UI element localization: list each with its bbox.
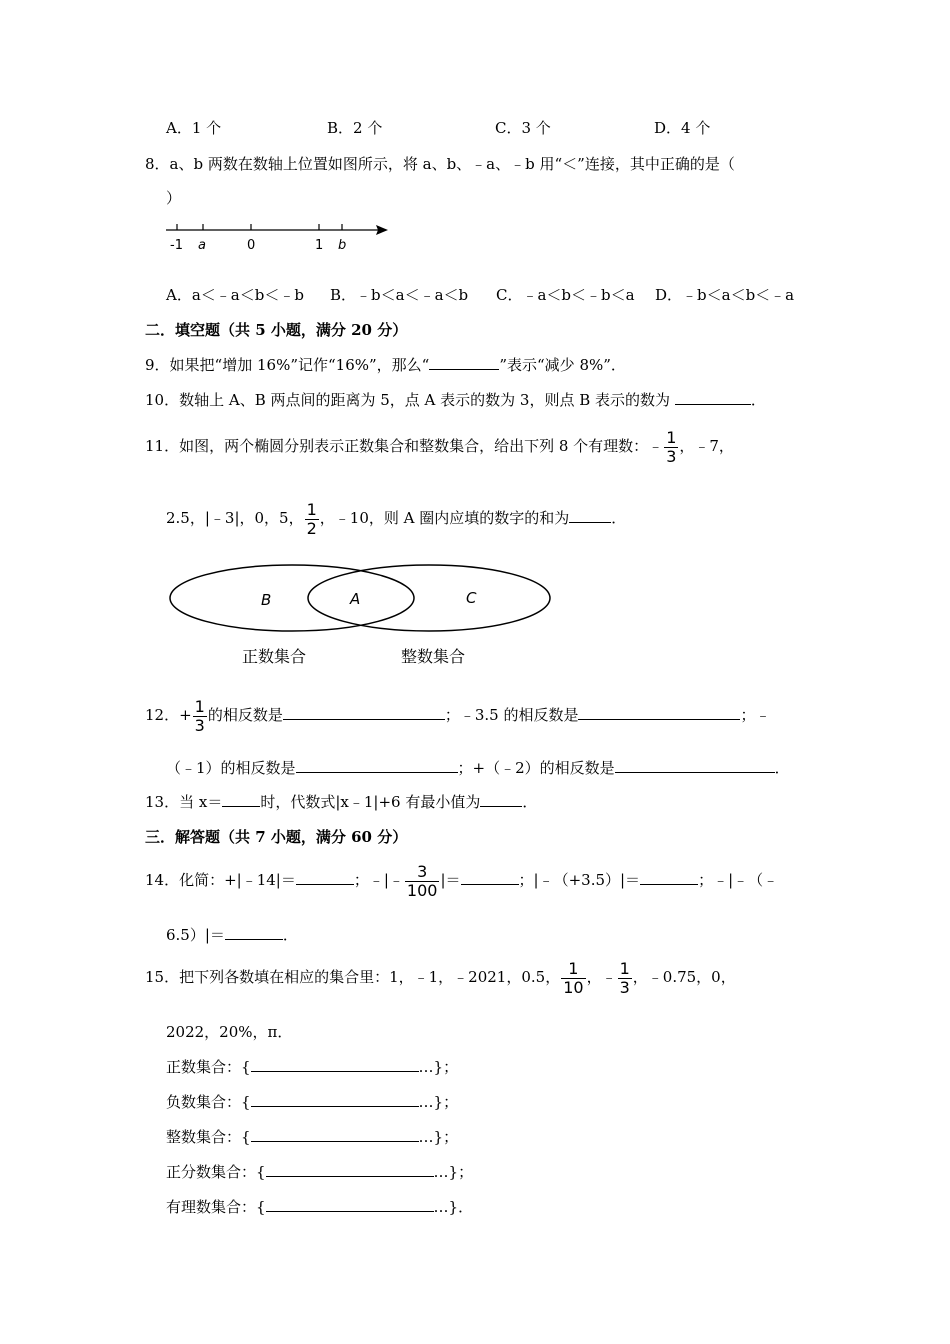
q14-blank-3[interactable] — [640, 870, 698, 885]
q11-fraction-one-third: $\frac{1}{3}$ — [666, 427, 677, 466]
q9-answer-blank[interactable] — [429, 355, 499, 370]
set-blank[interactable] — [266, 1162, 434, 1177]
axis-label-neg1: -1 — [170, 238, 183, 253]
q14-line2 — [166, 925, 298, 945]
q13-blank-1[interactable] — [222, 792, 260, 807]
q11-answer-blank[interactable] — [569, 508, 611, 523]
q10 — [145, 390, 766, 410]
set-blank[interactable] — [266, 1197, 434, 1212]
set-label: 正分数集合：{ — [166, 1163, 266, 1181]
q15-line1 — [145, 954, 736, 1000]
q8-stem: 8．a、b 两数在数轴上位置如图所示，将 a、b、﹣a、﹣b 用“＜”连接，其中正确的是（ — [145, 155, 735, 173]
set-row-rational — [166, 1197, 473, 1217]
q8-stem-end: ） — [166, 189, 182, 207]
set-blank[interactable] — [251, 1092, 419, 1107]
q7-option-b: B．2 个 — [327, 119, 383, 137]
q14-blank-2[interactable] — [461, 870, 519, 885]
axis-label-a: a — [198, 238, 206, 253]
q12-prefix: 12．+ — [145, 706, 192, 724]
section-title-answer: 三．解答题（共 7 小题，满分 60 分） — [145, 828, 408, 846]
q14-c: |＝ — [440, 871, 461, 889]
q11-text: 11．如图，两个椭圆分别表示正数集合和整数集合，给出下列 8 个有理数： — [145, 437, 649, 455]
set-row-integer — [166, 1127, 458, 1147]
q14-line2: 6.5）|＝ — [166, 926, 225, 944]
q12-line2 — [166, 758, 790, 778]
number-line — [160, 215, 395, 257]
q15-b: ，﹣ — [586, 968, 617, 986]
q15-a: 15．把下列各数填在相应的集合里：1，﹣1，﹣2021，0.5， — [145, 968, 561, 986]
set-blank[interactable] — [251, 1057, 419, 1072]
q7-option-d: D．4 个 — [654, 119, 711, 137]
q12-blank-1[interactable] — [283, 705, 445, 720]
q12-blank-2[interactable] — [578, 705, 740, 720]
q10-answer-blank[interactable] — [675, 390, 751, 405]
q11-line1 — [145, 423, 734, 469]
q14-line1 — [145, 857, 778, 903]
set-blank[interactable] — [251, 1127, 419, 1142]
q10-text: 10．数轴上 A、B 两点间的距离为 5，点 A 表示的数为 3，则点 B 表示的数为 — [145, 391, 671, 409]
q12-p1: 的相反数是 — [207, 706, 283, 724]
set-end: …}； — [418, 1058, 459, 1076]
section-title-fill-in: 二．填空题（共 5 小题，满分 20 分） — [145, 321, 408, 339]
q12-fraction-one-third: $\frac{1}{3}$ — [194, 696, 205, 735]
q14-a: 14．化简：+|﹣14|＝ — [145, 871, 296, 889]
set-end: …}； — [418, 1093, 459, 1111]
q7-option-a: A．1 个 — [166, 119, 222, 137]
q13-blank-2[interactable] — [480, 792, 522, 807]
set-label: 正数集合：{ — [166, 1058, 251, 1076]
q7-option-c: C．3 个 — [495, 119, 551, 137]
venn-region-b: B — [261, 591, 272, 609]
q13-a: 13．当 x＝ — [145, 793, 223, 811]
q11-neg: ﹣ — [648, 437, 664, 455]
q11-line2b: ，﹣10，则 A 圈内应填的数字的和为 — [319, 509, 570, 527]
q14-d: ；|﹣（+3.5）|＝ — [518, 871, 641, 889]
q11-end: ． — [611, 509, 627, 527]
set-row-positive — [166, 1057, 458, 1077]
q8-option-b: B．﹣b＜a＜﹣a＜b — [330, 286, 469, 304]
set-end: …}； — [433, 1163, 474, 1181]
set-row-positive-fraction — [166, 1162, 473, 1182]
q12-p2: ；﹣3.5 的相反数是 — [444, 706, 579, 724]
q12-line2b: ；+（﹣2）的相反数是 — [457, 759, 615, 777]
axis-label-0: 0 — [247, 238, 256, 253]
label-integer-set: 整数集合 — [401, 647, 466, 666]
q12-blank-3[interactable] — [296, 758, 458, 773]
set-label: 负数集合：{ — [166, 1093, 251, 1111]
venn-region-c: C — [466, 589, 477, 607]
q11-line2 — [166, 495, 626, 541]
q11-after1: ，﹣7， — [679, 437, 734, 455]
q11-fraction-one-half: $\frac{1}{2}$ — [306, 499, 317, 538]
set-row-negative — [166, 1092, 458, 1112]
q15-fraction-1-3: $\frac{1}{3}$ — [619, 958, 630, 997]
q8-option-c: C．﹣a＜b＜﹣b＜a — [496, 286, 635, 304]
q8-option-a: A．a＜﹣a＜b＜﹣b — [166, 286, 304, 304]
q12-blank-4[interactable] — [615, 758, 775, 773]
set-label: 整数集合：{ — [166, 1128, 251, 1146]
integer-set-ellipse — [308, 565, 550, 631]
q12-line1 — [145, 692, 771, 738]
q14-fraction-3-100: $\frac{3}{100}$ — [406, 861, 438, 900]
q15-c: ，﹣0.75，0， — [632, 968, 736, 986]
q14-blank-1[interactable] — [296, 870, 354, 885]
q13 — [145, 792, 537, 812]
axis-label-1: 1 — [315, 238, 324, 253]
venn-diagram — [165, 560, 555, 672]
q14-blank-4[interactable] — [225, 925, 283, 940]
q11-line2a: 2.5，|﹣3|，0，5， — [166, 509, 304, 527]
q15-fraction-1-10: $\frac{1}{10}$ — [563, 958, 584, 997]
q15-line2: 2022，20%，π． — [166, 1023, 293, 1041]
q14-end: ． — [282, 926, 298, 944]
q13-end: ． — [522, 793, 538, 811]
q12-end: ． — [774, 759, 790, 777]
q12-line2a: （﹣1）的相反数是 — [166, 759, 296, 777]
label-positive-set: 正数集合 — [242, 647, 307, 666]
q12-p3: ；﹣ — [740, 706, 771, 724]
q14-b: ；﹣|﹣ — [353, 871, 404, 889]
q9-text-pre: 9．如果把“增加 16%”记作“16%”，那么“ — [145, 356, 430, 374]
set-end: …}； — [418, 1128, 459, 1146]
q9-text-post: ”表示“减少 8%”． — [499, 356, 626, 374]
axis-label-b: b — [338, 238, 347, 253]
q13-b: 时，代数式|x﹣1|+6 有最小值为 — [260, 793, 481, 811]
q9 — [145, 355, 626, 375]
positive-set-ellipse — [170, 565, 414, 631]
q14-e: ；﹣|﹣（﹣ — [698, 871, 779, 889]
set-label: 有理数集合：{ — [166, 1198, 266, 1216]
set-end: …}． — [433, 1198, 474, 1216]
venn-region-a: A — [350, 590, 361, 608]
q10-end: ． — [750, 391, 766, 409]
q8-option-d: D．﹣b＜a＜b＜﹣a — [655, 286, 795, 304]
